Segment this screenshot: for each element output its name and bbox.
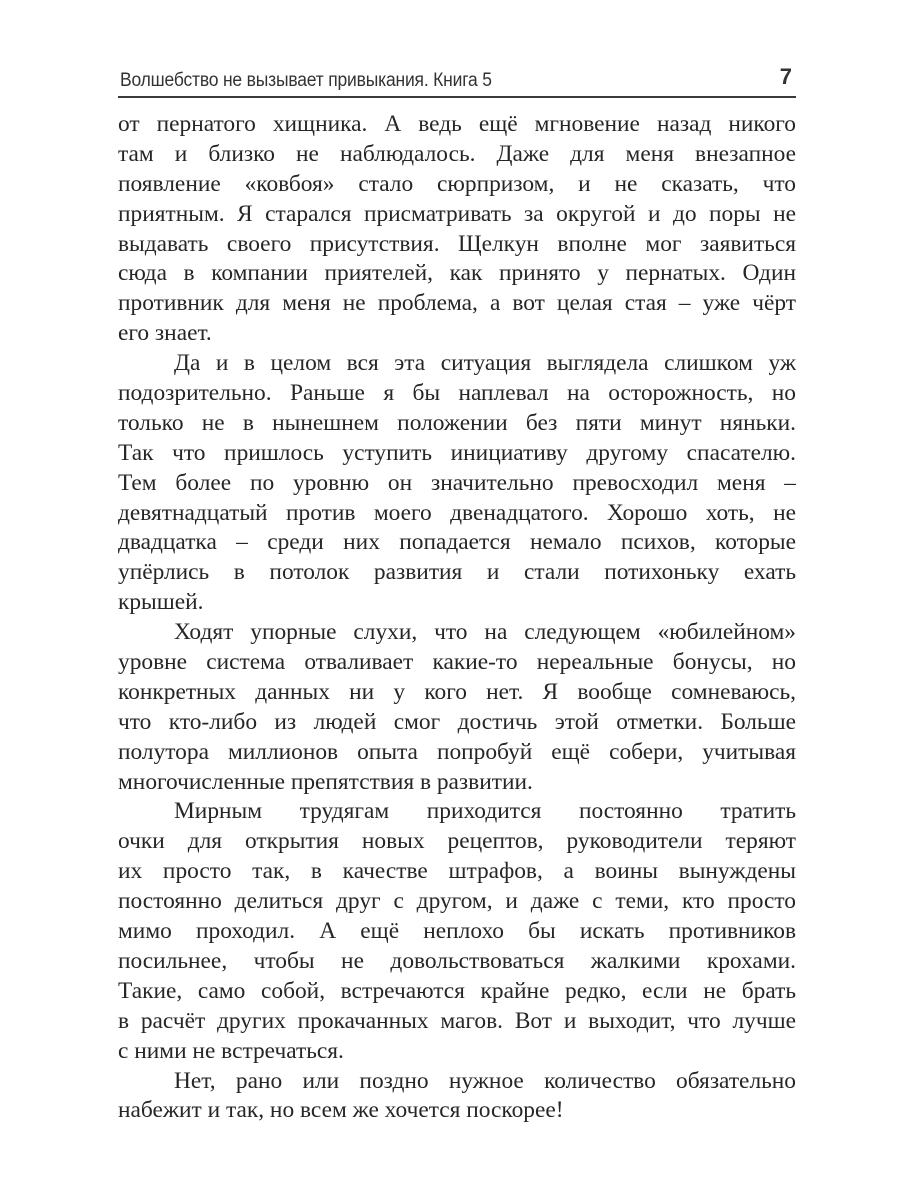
text-line: их просто так, в качестве штрафов, а воины вынуждены	[118, 858, 796, 885]
text-line: упёрлись в потолок развития и стали потихоньку ехать	[118, 559, 796, 586]
text-line: постоянно делиться друг с другом, и даже с теми, кто просто	[118, 888, 796, 915]
text-line: Нет, рано или поздно нужное количество обязательно	[174, 1067, 796, 1094]
page-number: 7	[779, 64, 792, 89]
text-line: в расчёт других прокачанных магов. Вот и выходит, что лучше	[118, 1007, 796, 1034]
text-line: Мирным трудягам приходится постоянно тратить	[174, 798, 796, 825]
text-line: что кто-либо из людей смог достичь этой отметки. Больше	[118, 708, 796, 735]
running-title: Волшебство не вызывает привыкания. Книга 5	[120, 70, 492, 91]
text-line: от пернатого хищника. А ведь ещё мгновение назад никого	[118, 111, 796, 137]
text-line: полутора миллионов опыта попробуй ещё собери, учитывая	[118, 738, 796, 765]
text-line: Ходят упорные слухи, что на следующем «юбилейном»	[174, 619, 796, 646]
text-line: приятным. Я старался присматривать за округой и до поры не	[118, 200, 796, 227]
text-line: его знает.	[118, 320, 212, 347]
text-line: Да и в целом вся эта ситуация выглядела слишком уж	[174, 350, 796, 377]
text-line: противник для меня не проблема, а вот целая стая – уже чёрт	[118, 290, 796, 317]
text-line: Тем более по уровню он значительно превосходил меня –	[118, 469, 796, 496]
text-line: Такие, само собой, встречаются крайне редко, если не брать	[118, 977, 796, 1004]
text-line: подозрительно. Раньше я бы наплевал на осторожность, но	[118, 380, 796, 407]
text-line: двадцатка – среди них попадается немало психов, которые	[118, 529, 796, 556]
text-line: конкретных данных ни у кого нет. Я вообще сомневаюсь,	[118, 678, 796, 705]
text-line: крышей.	[118, 589, 204, 616]
book-page	[118, 58, 796, 1126]
text-line: набежит и так, но всем же хочется поскорее!	[118, 1097, 564, 1124]
paragraph	[118, 1067, 796, 1127]
text-line: многочисленные препятствия в развитии.	[118, 768, 533, 795]
paragraph	[118, 349, 796, 618]
body-text	[118, 110, 796, 1126]
text-line: Так что пришлось уступить инициативу другому спасателю.	[118, 439, 796, 466]
text-line: выдавать своего присутствия. Щелкун вполне мог заявиться	[118, 230, 796, 257]
running-head	[118, 58, 796, 98]
text-line: там и близко не наблюдалось. Даже для меня внезапное	[118, 140, 796, 167]
paragraph	[118, 110, 796, 349]
text-line: с ними не встречаться.	[118, 1037, 344, 1064]
text-line: только не в нынешнем положении без пяти минут няньки.	[118, 409, 796, 436]
text-line: очки для открытия новых рецептов, руководители теряют	[118, 828, 796, 855]
text-line: появление «ковбоя» стало сюрпризом, и не сказать, что	[118, 170, 796, 197]
text-line: сюда в компании приятелей, как принято у пернатых. Один	[118, 260, 796, 287]
text-line: посильнее, чтобы не довольствоваться жалкими крохами.	[118, 947, 796, 974]
text-line: девятнадцатый против моего двенадцатого. Хорошо хоть, не	[118, 499, 796, 526]
paragraph	[118, 618, 796, 797]
paragraph	[118, 797, 796, 1066]
text-line: мимо проходил. А ещё неплохо бы искать противников	[118, 918, 796, 945]
text-line: уровне система отваливает какие-то нереальные бонусы, но	[118, 649, 796, 676]
